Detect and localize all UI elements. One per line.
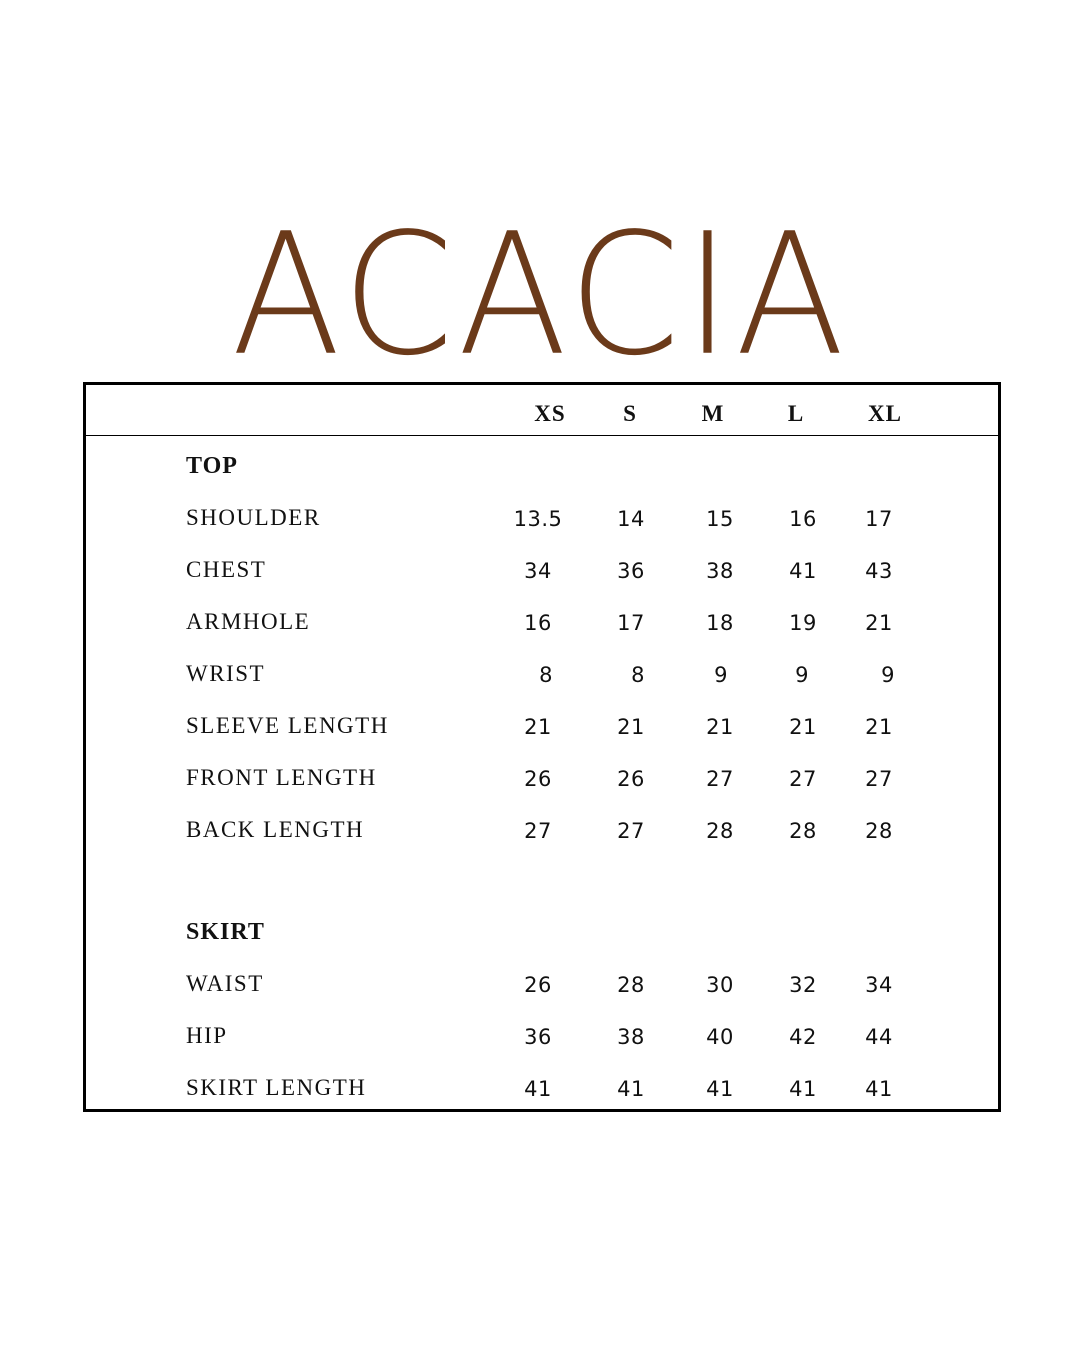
cell-shoulder-m: 15 bbox=[706, 507, 734, 531]
cell-wrist-m: 9 bbox=[714, 663, 728, 687]
cell-armhole-m: 18 bbox=[706, 611, 734, 635]
cell-shoulder-xs: 13.5 bbox=[513, 507, 563, 531]
cell-shoulder-l: 16 bbox=[789, 507, 817, 531]
cell-sleeve-length-m: 21 bbox=[706, 715, 734, 739]
cell-shoulder-s: 14 bbox=[617, 507, 645, 531]
col-header-xl: XL bbox=[868, 401, 902, 426]
size-chart-table bbox=[83, 382, 1001, 1112]
cell-armhole-l: 19 bbox=[789, 611, 817, 635]
cell-wrist-xl: 9 bbox=[881, 663, 895, 687]
row-label-sleeve-length: SLEEVE LENGTH bbox=[186, 713, 389, 738]
col-header-m: M bbox=[701, 401, 725, 426]
cell-waist-m: 30 bbox=[706, 973, 734, 997]
cell-skirt-length-l: 41 bbox=[789, 1077, 817, 1101]
brand-title: ACACIA bbox=[231, 196, 849, 393]
cell-hip-xl: 44 bbox=[865, 1025, 893, 1049]
cell-sleeve-length-l: 21 bbox=[789, 715, 817, 739]
cell-wrist-xs: 8 bbox=[539, 663, 553, 687]
row-label-waist: WAIST bbox=[186, 971, 264, 996]
cell-chest-l: 41 bbox=[789, 559, 817, 583]
cell-shoulder-xl: 17 bbox=[865, 507, 893, 531]
cell-hip-m: 40 bbox=[706, 1025, 734, 1049]
cell-sleeve-length-s: 21 bbox=[617, 715, 645, 739]
row-label-back-length: BACK LENGTH bbox=[186, 817, 365, 842]
cell-skirt-length-xl: 41 bbox=[865, 1077, 893, 1101]
cell-back-length-xs: 27 bbox=[524, 819, 552, 843]
row-label-front-length: FRONT LENGTH bbox=[186, 765, 377, 790]
section-title-top: TOP bbox=[186, 453, 238, 479]
cell-waist-l: 32 bbox=[789, 973, 817, 997]
cell-back-length-l: 28 bbox=[789, 819, 817, 843]
cell-waist-xl: 34 bbox=[865, 973, 893, 997]
cell-sleeve-length-xs: 21 bbox=[524, 715, 552, 739]
row-label-skirt-length: SKIRT LENGTH bbox=[186, 1075, 367, 1100]
cell-skirt-length-xs: 41 bbox=[524, 1077, 552, 1101]
cell-skirt-length-m: 41 bbox=[706, 1077, 734, 1101]
cell-front-length-s: 26 bbox=[617, 767, 645, 791]
cell-back-length-s: 27 bbox=[617, 819, 645, 843]
cell-front-length-xl: 27 bbox=[865, 767, 893, 791]
col-header-l: L bbox=[787, 401, 805, 426]
cell-hip-s: 38 bbox=[617, 1025, 645, 1049]
header-divider bbox=[86, 435, 998, 436]
row-label-armhole: ARMHOLE bbox=[186, 609, 311, 634]
cell-front-length-xs: 26 bbox=[524, 767, 552, 791]
cell-back-length-m: 28 bbox=[706, 819, 734, 843]
cell-wrist-s: 8 bbox=[631, 663, 645, 687]
cell-armhole-s: 17 bbox=[617, 611, 645, 635]
cell-armhole-xl: 21 bbox=[865, 611, 893, 635]
cell-wrist-l: 9 bbox=[795, 663, 809, 687]
section-title-skirt: SKIRT bbox=[186, 919, 265, 945]
cell-skirt-length-s: 41 bbox=[617, 1077, 645, 1101]
cell-hip-l: 42 bbox=[789, 1025, 817, 1049]
row-label-hip: HIP bbox=[186, 1023, 228, 1048]
cell-chest-s: 36 bbox=[617, 559, 645, 583]
col-header-s: S bbox=[623, 401, 637, 426]
cell-chest-xl: 43 bbox=[865, 559, 893, 583]
cell-back-length-xl: 28 bbox=[865, 819, 893, 843]
cell-hip-xs: 36 bbox=[524, 1025, 552, 1049]
cell-chest-xs: 34 bbox=[524, 559, 552, 583]
cell-sleeve-length-xl: 21 bbox=[865, 715, 893, 739]
cell-waist-s: 28 bbox=[617, 973, 645, 997]
col-header-xs: XS bbox=[534, 401, 566, 426]
cell-armhole-xs: 16 bbox=[524, 611, 552, 635]
cell-front-length-l: 27 bbox=[789, 767, 817, 791]
cell-chest-m: 38 bbox=[706, 559, 734, 583]
row-label-shoulder: SHOULDER bbox=[186, 505, 321, 530]
cell-waist-xs: 26 bbox=[524, 973, 552, 997]
row-label-chest: CHEST bbox=[186, 557, 267, 582]
row-label-wrist: WRIST bbox=[186, 661, 266, 686]
cell-front-length-m: 27 bbox=[706, 767, 734, 791]
